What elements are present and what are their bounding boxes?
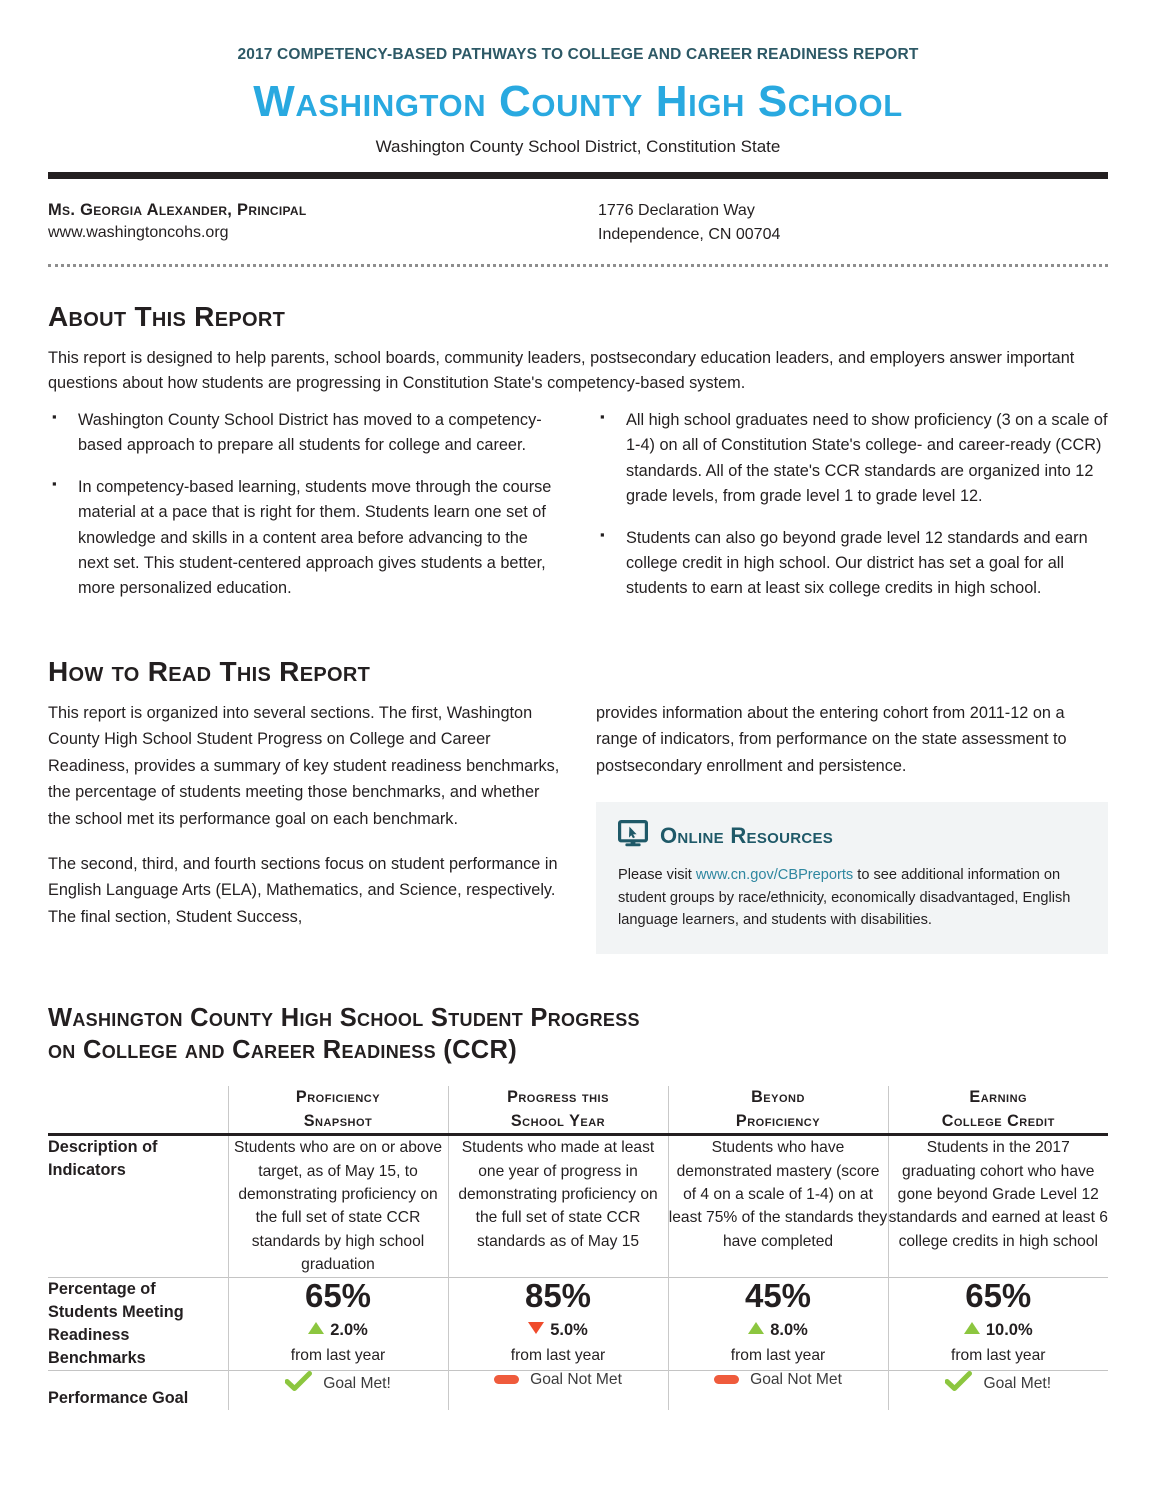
table-row — [48, 1135, 1108, 1277]
online-resources-title: Online Resources — [660, 823, 834, 849]
school-name-title: Washington County High School — [253, 76, 903, 126]
delta-value: 5.0% — [550, 1321, 588, 1340]
list-item: ▪ Washington County School District has moved to a competency-based approach to prepare all students for college and career. — [48, 408, 560, 459]
row-label-performance-goal: Performance Goal — [48, 1389, 189, 1408]
column-header-earning-college-credit — [888, 1086, 1108, 1134]
howto-columns — [48, 700, 1108, 954]
goal-status-label: Goal Met! — [323, 1375, 391, 1393]
corner-cell — [48, 1086, 228, 1134]
description-proficiency-snapshot: Students who are on or above target, as of May 15, to demonstrating proficiency on the full set of state CCR standards by high school graduation — [228, 1135, 448, 1277]
how-to-read-section — [48, 656, 1108, 954]
column-header-beyond-proficiency — [668, 1086, 888, 1134]
goal-cell-beyond-proficiency — [668, 1371, 888, 1410]
arrow-up-icon — [748, 1322, 764, 1334]
header-line-2: Snapshot — [303, 1111, 373, 1130]
howto-right-col — [596, 700, 1108, 954]
progress-table-title — [48, 1002, 1108, 1066]
row-label-description: Description of Indicators — [48, 1138, 158, 1180]
row-label-percentage: Percentage of Students Meeting Readiness Benchmarks — [48, 1279, 184, 1368]
resources-link[interactable]: www.cn.gov/CBPreports — [695, 867, 854, 884]
percentage-value: 65% — [304, 1276, 372, 1314]
howto-paragraph-2: The second, third, and fourth sections focus on student performance in English Language Arts (ELA), Mathematics, and Science, respectively. The final section, Student Success, — [48, 855, 558, 926]
about-bullets-left-col — [48, 408, 560, 618]
arrow-up-icon — [964, 1322, 980, 1334]
table-row — [48, 1278, 1108, 1371]
description-earning-college-credit: Students in the 2017 graduating cohort who have gone beyond Grade Level 12 standards and earned at least 6 college credits in high school — [888, 1135, 1108, 1277]
address-line-1: 1776 Declaration Way — [598, 201, 755, 219]
check-icon — [945, 1371, 972, 1397]
howto-heading: How to Read This Report — [48, 655, 371, 687]
column-header-proficiency-snapshot — [228, 1086, 448, 1134]
table-row — [48, 1371, 1108, 1410]
online-resources-box — [596, 802, 1108, 954]
ccr-progress-table — [48, 1086, 1108, 1410]
delta-row — [229, 1318, 448, 1343]
percentage-cell-beyond-proficiency — [668, 1278, 888, 1371]
delta-row — [669, 1318, 888, 1343]
monitor-cursor-icon — [618, 820, 648, 852]
arrow-down-icon — [528, 1322, 544, 1334]
column-header-progress-this-school-year — [448, 1086, 668, 1134]
description-beyond-proficiency: Students who have demonstrated mastery (score of 4 on a scale of 1-4) on at least 75% of the standards they have completed — [668, 1135, 888, 1277]
address-line-2: Independence, CN 00704 — [598, 226, 781, 244]
percentage-cell-proficiency-snapshot — [228, 1278, 448, 1371]
status-badge — [714, 1372, 842, 1388]
status-badge — [285, 1371, 391, 1397]
about-intro-paragraph: This report is designed to help parents, school boards, community leaders, postsecondary education leaders, and employers answer important questions about how students are progressing in Constitution State's competency-based system. — [48, 349, 1075, 393]
delta-value: 2.0% — [330, 1321, 368, 1340]
about-bullet-columns — [48, 408, 1108, 618]
contact-right — [598, 199, 1108, 249]
percentage-cell-earning-college-credit — [888, 1278, 1108, 1371]
dash-icon — [714, 1375, 739, 1384]
percentage-value: 85% — [524, 1276, 592, 1314]
list-item: ▪ Students can also go beyond grade level 12 standards and earn college credit in high school. Our district has set a goal for all students to earn at least six college credits in high school. — [596, 526, 1108, 602]
howto-paragraph-3: provides information about the entering cohort from 2011-12 on a range of indicators, from performance on the state assessment to postsecondary enrollment and persistence. — [596, 704, 1067, 775]
header-rule — [48, 172, 1108, 179]
delta-note: from last year — [510, 1346, 606, 1364]
howto-left-col — [48, 700, 560, 954]
header-line-1: Progress this — [507, 1088, 609, 1107]
about-bullets-right-col — [596, 408, 1108, 618]
percentage-cell-progress-this-school-year — [448, 1278, 668, 1371]
delta-row — [449, 1318, 668, 1343]
online-resources-header — [618, 820, 1086, 852]
report-kicker: 2017 COMPETENCY-BASED PATHWAYS TO COLLEGE AND CAREER READINESS REPORT — [237, 46, 919, 63]
contact-left — [48, 199, 598, 249]
delta-note: from last year — [290, 1346, 386, 1364]
student-progress-section — [48, 1002, 1108, 1410]
header-line-1: Beyond — [751, 1088, 805, 1107]
goal-cell-progress-this-school-year — [448, 1371, 668, 1410]
goal-status-label: Goal Not Met — [530, 1370, 622, 1388]
principal-name: Ms. Georgia Alexander, Principal — [48, 200, 307, 219]
delta-value: 10.0% — [985, 1321, 1033, 1340]
delta-note: from last year — [951, 1346, 1046, 1364]
table-header-row — [48, 1086, 1108, 1134]
header-line-2: College Credit — [941, 1111, 1055, 1130]
dash-icon — [494, 1375, 519, 1384]
delta-note: from last year — [730, 1346, 826, 1364]
list-item: ▪ In competency-based learning, students move through the course material at a pace that is right for them. Students learn one set of knowledge and skills in a content area before advancing to the next set. This student-centered approach gives students a better, more personalized education. — [48, 475, 560, 602]
howto-paragraph-1: This report is organized into several sections. The first, Washington County High School Student Progress on College and Career Readiness, provides a summary of key student readiness benchmarks, the percentage of students meeting those benchmarks, and whether the school met its performance goal on each benchmark. — [48, 704, 560, 828]
resources-text-before: Please visit — [618, 867, 696, 884]
about-bullet-list-left — [48, 408, 560, 602]
goal-status-label: Goal Met! — [983, 1375, 1052, 1393]
goal-status-label: Goal Not Met — [750, 1370, 842, 1388]
header-line-2: Proficiency — [735, 1111, 821, 1130]
about-this-report-section — [48, 301, 1108, 618]
resources-text-after: to see additional information on student groups by race/ethnicity, economically disadvantaged, English language learners, and students with disabilities. — [618, 867, 1071, 929]
report-header — [48, 0, 1108, 179]
percentage-value: 45% — [744, 1276, 812, 1314]
header-line-1: Earning — [969, 1088, 1028, 1107]
arrow-up-icon — [308, 1322, 324, 1334]
about-bullet-list-right — [596, 408, 1108, 602]
dotted-divider — [48, 264, 1108, 267]
list-item: ▪ All high school graduates need to show proficiency (3 on a scale of 1-4) on all of Constitution State's college- and career-ready (CCR) standards. All of the state's CCR standards are organized into 12 grade levels, from grade level 1 to grade level 12. — [596, 408, 1108, 510]
check-icon — [285, 1371, 312, 1397]
delta-value: 8.0% — [770, 1321, 808, 1340]
progress-title-line-2: on College and Career Readiness (CCR) — [48, 1036, 518, 1065]
school-website[interactable]: www.washingtoncohs.org — [48, 223, 229, 241]
goal-cell-proficiency-snapshot — [228, 1371, 448, 1410]
header-line-1: Proficiency — [295, 1088, 381, 1107]
about-heading: About This Report — [48, 301, 286, 333]
status-badge — [494, 1372, 622, 1388]
description-progress-this-school-year: Students who made at least one year of progress in demonstrating proficiency on the full set of state CCR standards as of May 15 — [448, 1135, 668, 1277]
percentage-value: 65% — [965, 1276, 1032, 1314]
status-badge — [945, 1371, 1051, 1397]
header-line-2: School Year — [510, 1111, 606, 1130]
online-resources-body — [618, 864, 1086, 932]
district-subtitle: Washington County School District, Constitution State — [375, 136, 781, 156]
progress-title-line-1: Washington County High School Student Progress — [48, 1004, 640, 1033]
goal-cell-earning-college-credit — [888, 1371, 1108, 1410]
contact-block — [48, 199, 1108, 249]
delta-row — [889, 1318, 1109, 1343]
